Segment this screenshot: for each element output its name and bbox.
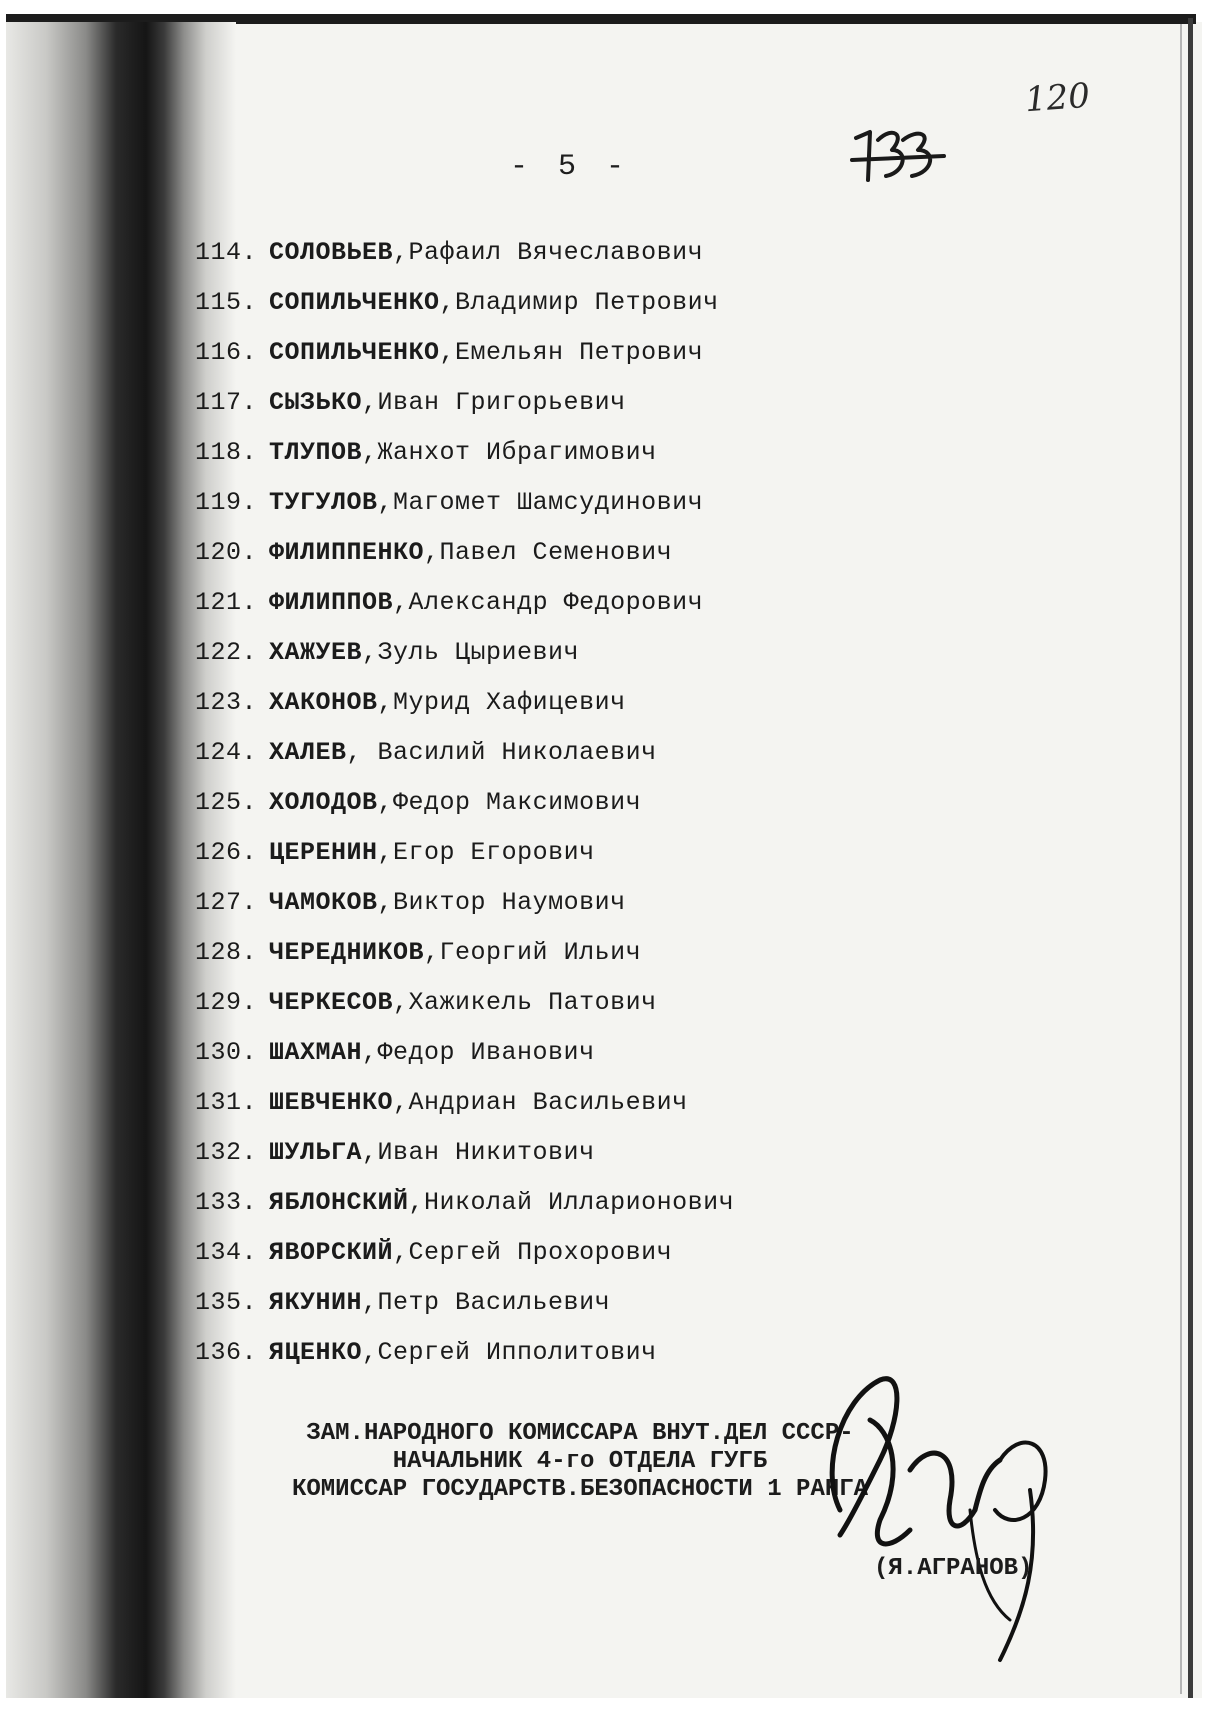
entry-given-name: Петр Васильевич xyxy=(377,1288,611,1317)
list-item: 125. ХОЛОДОВ,Федор Максимович xyxy=(195,778,734,828)
entry-number: 115. xyxy=(195,288,258,317)
page-right-edge-line xyxy=(1180,24,1182,1694)
entry-given-name: Василий Николаевич xyxy=(362,738,657,767)
entry-surname: ШАХМАН xyxy=(269,1038,363,1067)
entry-surname: СЫЗЬКО xyxy=(269,388,363,417)
entry-surname: ХАЖУЕВ xyxy=(269,638,363,667)
entry-number: 124. xyxy=(195,738,258,767)
entry-number: 136. xyxy=(195,1338,258,1367)
list-item: 134. ЯВОРСКИЙ,Сергей Прохорович xyxy=(195,1228,734,1278)
entry-number: 134. xyxy=(195,1238,258,1267)
entry-number: 120. xyxy=(195,538,258,567)
signature-title-line: КОМИССАР ГОСУДАРСТВ.БЕЗОПАСНОСТИ 1 РАНГА xyxy=(291,1476,869,1503)
list-item: 128. ЧЕРЕДНИКОВ,Георгий Ильич xyxy=(195,928,734,978)
entry-surname: ЯКУНИН xyxy=(269,1288,363,1317)
entry-number: 123. xyxy=(195,688,258,717)
entry-given-name: Жанхот Ибрагимович xyxy=(377,438,657,467)
entry-number: 125. xyxy=(195,788,258,817)
entry-given-name: Сергей Прохорович xyxy=(408,1238,673,1267)
entry-given-name: Сергей Ипполитович xyxy=(377,1338,657,1367)
entry-given-name: Емельян Петрович xyxy=(455,338,704,367)
entry-surname: ХАКОНОВ xyxy=(269,688,378,717)
signature-title-line: НАЧАЛЬНИК 4-го ОТДЕЛА ГУГБ xyxy=(392,1448,768,1475)
entry-number: 131. xyxy=(195,1088,258,1117)
entry-given-name: Павел Семенович xyxy=(439,538,673,567)
entry-given-name: Владимир Петрович xyxy=(455,288,719,317)
entry-surname: СОЛОВЬЕВ xyxy=(269,238,394,267)
entry-given-name: Виктор Наумович xyxy=(393,888,626,917)
entry-surname: ЯЦЕНКО xyxy=(269,1338,363,1367)
list-item: 115. СОПИЛЬЧЕНКО,Владимир Петрович xyxy=(195,278,734,328)
entry-number: 127. xyxy=(195,888,258,917)
entry-number: 121. xyxy=(195,588,258,617)
entry-surname: ТУГУЛОВ xyxy=(269,488,378,517)
entry-given-name: Николай Илларионович xyxy=(424,1188,735,1217)
entry-surname: ЯВОРСКИЙ xyxy=(269,1238,394,1267)
entry-given-name: Георгий Ильич xyxy=(439,938,642,967)
signature-title-line: ЗАМ.НАРОДНОГО КОМИССАРА ВНУТ.ДЕЛ СССР- xyxy=(306,1420,854,1447)
handwritten-stamp-number xyxy=(848,120,948,190)
entry-surname: ХОЛОДОВ xyxy=(269,788,378,817)
entry-surname: ЧАМОКОВ xyxy=(269,888,378,917)
entry-given-name: Хажикель Патович xyxy=(408,988,657,1017)
list-item: 120. ФИЛИППЕНКО,Павел Семенович xyxy=(195,528,734,578)
list-item: 136. ЯЦЕНКО,Сергей Ипполитович xyxy=(195,1328,734,1378)
list-item: 132. ШУЛЬГА,Иван Никитович xyxy=(195,1128,734,1178)
entry-number: 114. xyxy=(195,238,258,267)
entry-given-name: Рафаил Вячеславович xyxy=(408,238,704,267)
entry-given-name: Егор Егорович xyxy=(393,838,595,867)
entry-number: 128. xyxy=(195,938,258,967)
list-item: 114. СОЛОВЬЕВ,Рафаил Вячеславович xyxy=(195,228,734,278)
handwritten-signature xyxy=(810,1360,1110,1670)
folio-number: 120 xyxy=(1023,75,1092,121)
entry-surname: ЦЕРЕНИН xyxy=(269,838,378,867)
list-item: 118. ТЛУПОВ,Жанхот Ибрагимович xyxy=(195,428,734,478)
list-item: 130. ШАХМАН,Федор Иванович xyxy=(195,1028,734,1078)
entry-number: 126. xyxy=(195,838,258,867)
entry-surname: ХАЛЕВ xyxy=(269,738,347,767)
entry-surname: ФИЛИППОВ xyxy=(269,588,394,617)
entry-given-name: Федор Максимович xyxy=(393,788,642,817)
entry-number: 118. xyxy=(195,438,258,467)
page-right-edge xyxy=(1188,18,1193,1698)
list-item: 129. ЧЕРКЕСОВ,Хажикель Патович xyxy=(195,978,734,1028)
entry-surname: ШЕВЧЕНКО xyxy=(269,1088,394,1117)
list-item: 133. ЯБЛОНСКИЙ,Николай Илларионович xyxy=(195,1178,734,1228)
entry-number: 119. xyxy=(195,488,258,517)
entry-surname: ЧЕРКЕСОВ xyxy=(269,988,394,1017)
entry-number: 135. xyxy=(195,1288,258,1317)
signatory-name: (Я.АГРАНОВ) xyxy=(874,1555,1033,1582)
entry-given-name: Иван Григорьевич xyxy=(377,388,626,417)
entry-surname: ФИЛИППЕНКО xyxy=(269,538,425,567)
entry-given-name: Иван Никитович xyxy=(377,1138,595,1167)
entry-number: 130. xyxy=(195,1038,258,1067)
list-item: 123. ХАКОНОВ,Мурид Хафицевич xyxy=(195,678,734,728)
entry-number: 132. xyxy=(195,1138,258,1167)
entry-number: 116. xyxy=(195,338,258,367)
entry-surname: ЯБЛОНСКИЙ xyxy=(269,1188,409,1217)
entry-given-name: Магомет Шамсудинович xyxy=(393,488,704,517)
entry-number: 129. xyxy=(195,988,258,1017)
list-item: 126. ЦЕРЕНИН,Егор Егорович xyxy=(195,828,734,878)
entry-surname: ШУЛЬГА xyxy=(269,1138,363,1167)
list-item: 117. СЫЗЬКО,Иван Григорьевич xyxy=(195,378,734,428)
entry-given-name: Александр Федорович xyxy=(408,588,704,617)
signature-title-block xyxy=(270,1420,890,1504)
entry-surname: СОПИЛЬЧЕНКО xyxy=(269,288,440,317)
entry-number: 117. xyxy=(195,388,258,417)
scan-border-bottom xyxy=(0,1698,1215,1720)
entry-number: 133. xyxy=(195,1188,258,1217)
entry-given-name: Мурид Хафицевич xyxy=(393,688,626,717)
list-item: 122. ХАЖУЕВ,Зуль Цыриевич xyxy=(195,628,734,678)
list-item: 131. ШЕВЧЕНКО,Андриан Васильевич xyxy=(195,1078,734,1128)
entry-surname: ЧЕРЕДНИКОВ xyxy=(269,938,425,967)
list-item: 119. ТУГУЛОВ,Магомет Шамсудинович xyxy=(195,478,734,528)
entry-surname: СОПИЛЬЧЕНКО xyxy=(269,338,440,367)
entry-given-name: Федор Иванович xyxy=(377,1038,595,1067)
entry-surname: ТЛУПОВ xyxy=(269,438,363,467)
entry-given-name: Андриан Васильевич xyxy=(408,1088,688,1117)
list-item: 135. ЯКУНИН,Петр Васильевич xyxy=(195,1278,734,1328)
list-item: 127. ЧАМОКОВ,Виктор Наумович xyxy=(195,878,734,928)
page-marker: - 5 - xyxy=(510,150,631,184)
entry-number: 122. xyxy=(195,638,258,667)
name-list xyxy=(195,228,734,1378)
list-item: 124. ХАЛЕВ, Василий Николаевич xyxy=(195,728,734,778)
scan-border-right xyxy=(1202,0,1215,1720)
entry-given-name: Зуль Цыриевич xyxy=(377,638,580,667)
list-item: 116. СОПИЛЬЧЕНКО,Емельян Петрович xyxy=(195,328,734,378)
list-item: 121. ФИЛИППОВ,Александр Федорович xyxy=(195,578,734,628)
